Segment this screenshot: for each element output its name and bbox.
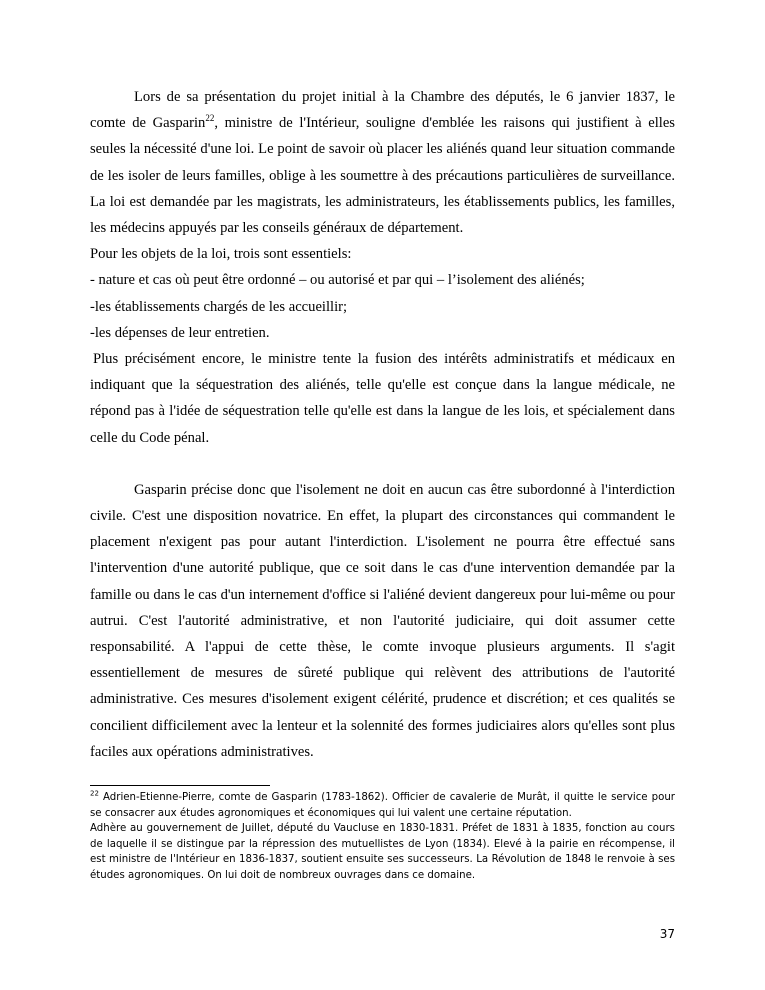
footnote-reference: 22	[205, 113, 215, 124]
footnote-text: Adrien-Etienne-Pierre, comte de Gasparin (1783-1862). Officier de cavalerie de Murât, il quitte le service pour se consacrer aux études agronomiques et économiques qui lui valent une certaine réputation.	[90, 792, 675, 819]
footnote-marker: 22	[90, 789, 99, 798]
objects-intro: Pour les objets de la loi, trois sont essentiels:	[90, 246, 352, 263]
paragraph-spacer	[90, 451, 675, 477]
list-item: -les établissements chargés de les accueillir;	[90, 298, 348, 315]
footnote-line: Adhère au gouvernement de Juillet, député du Vaucluse en 1830-1831. Préfet de 1831 à 1835, fonction au cours de laquelle il se distingue par la répression des mutuellistes de Lyon (1834). Elevé à la pairie en récompense, il est ministre de l'Intérieur en 1836-1837, soutient ensuite ses successeurs. La Révolution de 1848 le renvoie à ses études agronomiques. On lui doit de nombreux ouvrages dans ce domaine.	[90, 823, 675, 881]
list-item: - nature et cas où peut être ordonné – ou autorisé et par qui – l’isolement des aliénés;	[90, 272, 585, 289]
paragraph-fusion: Plus précisément encore, le ministre tente la fusion des intérêts administratifs et médicaux en indiquant que la séquestration des aliénés, telle qu'elle est conçue dans la langue médicale, ne répond pas à l'idée de séquestration telle qu'elle est dans la langue de les lois, et spécialement dans celle du Code pénal.	[90, 351, 675, 446]
paragraph-text: Lors de sa présentation du projet initial à la Chambre des députés, le 6 janvier 1837, le comte de Gasparin	[90, 89, 675, 132]
paragraph-presentation	[90, 84, 675, 241]
footnote	[90, 790, 675, 884]
page-number: 37	[659, 927, 675, 941]
footnote-line	[90, 790, 675, 821]
paragraph-gasparin: Gasparin précise donc que l'isolement ne doit en aucun cas être subordonné à l'interdiction civile. C'est une disposition novatrice. En effet, la plupart des circonstances qui commandent le placement n'exigent pas pour autant l'interdiction. L'isolement ne pourra être effectué sans l'intervention d'une autorité publique, que ce soit dans le cas d'une intervention demandée par la famille ou dans le cas d'un internement d'office si l'aliéné devient dangereux pour lui-même ou pour autrui. C'est l'autorité administrative, et non l'autorité judiciaire, qui doit assumer cette responsabilité. A l'appui de cette thèse, le comte invoque plusieurs arguments. Il s'agit essentiellement de mesures de sûreté publique qui relèvent des attributions de l'autorité administrative. Ces mesures d'isolement exigent célérité, prudence et discrétion; et ces qualités se concilient difficilement avec la lenteur et la solennité des formes judiciaires alors qu'elles sont plus faciles aux opérations administratives.	[90, 481, 675, 760]
document-body	[90, 84, 675, 765]
footnote-separator	[90, 785, 270, 786]
list-item: -les dépenses de leur entretien.	[90, 324, 270, 341]
paragraph-text: , ministre de l'Intérieur, souligne d'emblée les raisons qui justifient à elles seules la nécessité d'une loi. Le point de savoir où placer les aliénés quand leur situation commande de les isoler de leurs familles, oblige à les soumettre à des précautions particulières de surveillance. La loi est demandée par les magistrats, les administrateurs, les établissements publics, les familles, les médecins appuyés par les conseils généraux de département.	[90, 115, 675, 237]
